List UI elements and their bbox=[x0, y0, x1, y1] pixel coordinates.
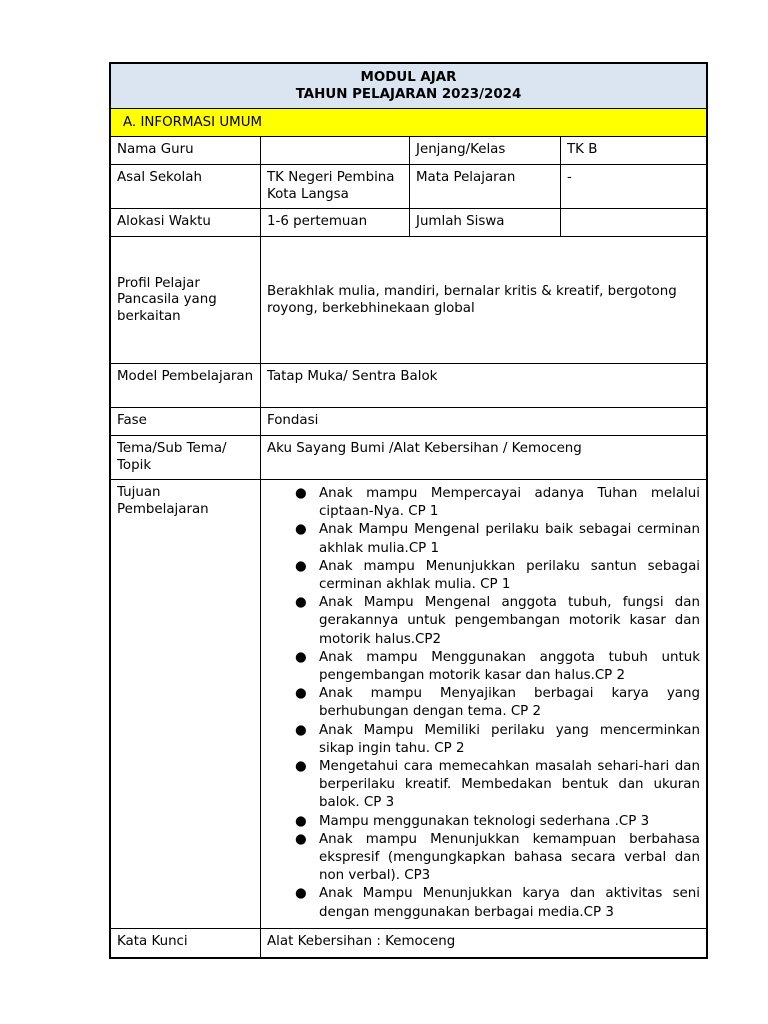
bullet-icon: ● bbox=[295, 486, 307, 501]
goal-text: Anak mampu Menunjukkan perilaku santun sebagai cerminan akhlak mulia. CP 1 bbox=[319, 558, 700, 593]
section-row bbox=[111, 108, 706, 136]
row-tema bbox=[111, 435, 706, 479]
bullet-icon: ● bbox=[295, 558, 307, 574]
goal-item bbox=[267, 685, 700, 721]
bullet-icon: ● bbox=[295, 522, 307, 538]
header-row bbox=[111, 64, 706, 108]
goal-item bbox=[267, 885, 700, 921]
label-nama-guru: Nama Guru bbox=[117, 142, 194, 157]
goal-text: Mampu menggunakan teknologi sederhana .CP 3 bbox=[319, 813, 650, 829]
section-heading: A. INFORMASI UMUM bbox=[111, 109, 706, 136]
goal-text: Anak mampu Menggunakan anggota tubuh untuk pengembangan motorik kasar dan halus.CP 2 bbox=[319, 649, 700, 684]
bullet-icon: ● bbox=[295, 813, 307, 829]
goal-item bbox=[267, 594, 700, 649]
value-mata-pelajaran: - bbox=[560, 165, 706, 208]
goals-list bbox=[267, 485, 700, 922]
goal-text: Anak Mampu Menunjukkan karya dan aktivitas seni dengan menggunakan berbagai media.CP 3 bbox=[319, 886, 700, 920]
row-model-pembelajaran bbox=[111, 363, 706, 407]
row-kata-kunci bbox=[111, 928, 706, 957]
document-header bbox=[111, 64, 706, 108]
label-jumlah-siswa: Jumlah Siswa bbox=[409, 209, 560, 236]
label-mata-pelajaran: Mata Pelajaran bbox=[409, 165, 560, 208]
value-tujuan-pembelajaran bbox=[260, 480, 706, 928]
label-kata-kunci: Kata Kunci bbox=[117, 934, 188, 949]
label-tujuan-pembelajaran: Tujuan Pembelajaran bbox=[117, 485, 209, 517]
goal-item bbox=[267, 521, 700, 557]
bullet-icon: ● bbox=[295, 759, 307, 775]
goal-item bbox=[267, 722, 700, 758]
goal-item bbox=[267, 649, 700, 685]
goal-item bbox=[267, 813, 700, 831]
value-alokasi-waktu: 1-6 pertemuan bbox=[260, 209, 409, 236]
label-jenjang: Jenjang/Kelas bbox=[409, 137, 560, 164]
bullet-icon: ● bbox=[295, 722, 307, 738]
row-tujuan-pembelajaran bbox=[111, 479, 706, 928]
label-model-pembelajaran: Model Pembelajaran bbox=[117, 369, 254, 384]
row-nama-guru bbox=[111, 136, 706, 164]
goal-item bbox=[267, 831, 700, 886]
bullet-icon: ● bbox=[295, 649, 307, 665]
bullet-icon: ● bbox=[295, 595, 307, 611]
bullet-icon: ● bbox=[295, 686, 307, 702]
value-tema: Aku Sayang Bumi /Alat Kebersihan / Kemoceng bbox=[260, 436, 706, 479]
goal-text: Mengetahui cara memecahkan masalah sehari-hari dan berperilaku kreatif. Membedakan bentuk dan ukuran balok. CP 3 bbox=[319, 759, 700, 811]
bullet-icon: ● bbox=[295, 831, 307, 847]
goal-text: Anak mampu Menunjukkan kemampuan berbahasa ekspresif (mengungkapkan bahasa secara verbal dan non verbal). CP3 bbox=[319, 831, 700, 884]
value-profil-pelajar-text: Berakhlak mulia, mandiri, bernalar kritis & kreatif, bergotong royong, berkebhinekaan global bbox=[267, 284, 677, 316]
row-profil-pelajar bbox=[111, 236, 706, 363]
goal-item bbox=[267, 558, 700, 594]
goal-text: Anak mampu Menyajikan berbagai karya yang berhubungan dengan tema. CP 2 bbox=[319, 686, 700, 720]
value-fase: Fondasi bbox=[260, 408, 706, 435]
row-fase bbox=[111, 407, 706, 435]
document-title: MODUL AJAR bbox=[360, 70, 457, 85]
goal-text: Anak Mampu Mengenal perilaku baik sebagai cerminan akhlak mulia.CP 1 bbox=[319, 522, 700, 556]
value-jenjang: TK B bbox=[560, 137, 706, 164]
goal-text: Anak Mampu Mengenal anggota tubuh, fungsi dan gerakannya untuk pengembangan motorik kasar dan motorik halus.CP2 bbox=[319, 595, 700, 647]
row-asal-sekolah bbox=[111, 164, 706, 208]
value-nama-guru bbox=[260, 137, 409, 164]
label-tema: Tema/Sub Tema/ Topik bbox=[117, 441, 227, 473]
label-profil-pelajar bbox=[111, 237, 260, 363]
value-model-pembelajaran: Tatap Muka/ Sentra Balok bbox=[260, 364, 706, 407]
modul-ajar-table bbox=[109, 62, 708, 959]
value-profil-pelajar bbox=[260, 237, 706, 363]
goal-item bbox=[267, 758, 700, 813]
value-asal-sekolah: TK Negeri Pembina Kota Langsa bbox=[260, 165, 409, 208]
label-fase: Fase bbox=[117, 413, 147, 428]
goal-text: Anak mampu Mempercayai adanya Tuhan melalui ciptaan-Nya. CP 1 bbox=[319, 486, 700, 520]
label-alokasi-waktu: Alokasi Waktu bbox=[117, 214, 211, 229]
goal-text: Anak Mampu Memiliki perilaku yang mencerminkan sikap ingin tahu. CP 2 bbox=[319, 722, 700, 756]
row-alokasi-waktu bbox=[111, 208, 706, 236]
goal-item bbox=[267, 485, 700, 521]
value-kata-kunci: Alat Kebersihan : Kemoceng bbox=[260, 929, 706, 957]
label-profil-pelajar-text: Profil Pelajar Pancasila yang berkaitan bbox=[117, 275, 217, 324]
label-asal-sekolah: Asal Sekolah bbox=[117, 170, 202, 185]
bullet-icon: ● bbox=[295, 886, 307, 902]
value-jumlah-siswa bbox=[560, 209, 706, 236]
academic-year: TAHUN PELAJARAN 2023/2024 bbox=[295, 87, 522, 102]
